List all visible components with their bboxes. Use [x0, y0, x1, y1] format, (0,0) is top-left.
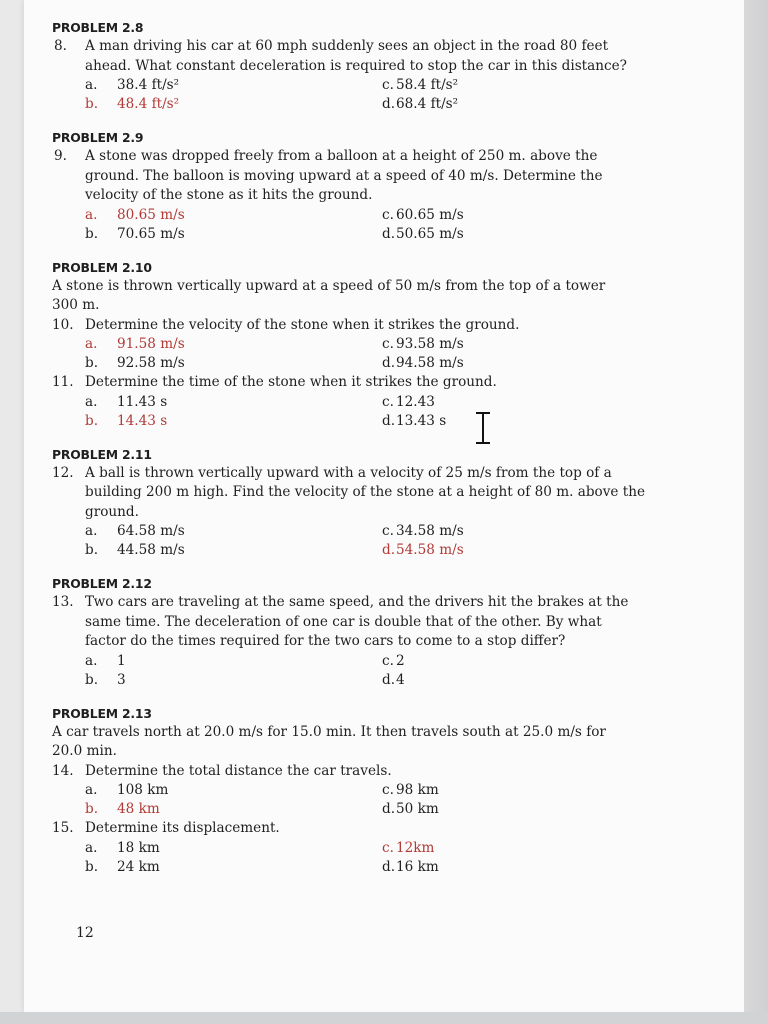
question-number: 9. [54, 148, 67, 164]
choice-row [52, 206, 662, 225]
problem-title: PROBLEM 2.8 [52, 20, 144, 35]
choice-row [52, 522, 662, 541]
choice-letter: b. [85, 412, 99, 429]
question-text-line: Determine its displacement. [85, 820, 280, 836]
choice-letter: a. [85, 393, 98, 410]
choice-text: 12km [396, 839, 435, 856]
answer-choice [85, 671, 126, 691]
choice-row [52, 225, 662, 244]
choice-text: 94.58 m/s [396, 355, 464, 371]
choice-text: 50.65 m/s [396, 225, 464, 242]
choice-text: 1 [117, 652, 126, 669]
answer-choice [85, 522, 185, 542]
problem-title: PROBLEM 2.11 [52, 446, 152, 462]
page-number: 12 [76, 925, 94, 941]
problem-title: PROBLEM 2.13 [52, 705, 152, 721]
text-cursor-icon [470, 411, 496, 445]
choice-text: 108 km [117, 782, 169, 798]
choice-letter: c. [382, 77, 394, 93]
choice-text: 12.43 [396, 393, 435, 410]
choice-row [52, 839, 662, 858]
page-edge-shadow [744, 0, 768, 1024]
choice-text: 98 km [396, 782, 439, 798]
question-text-line: building 200 m high. Find the velocity of the stone at a height of 80 m. above the [85, 484, 646, 500]
choice-letter: b. [85, 858, 99, 875]
answer-choice [382, 671, 405, 691]
choice-text: 48.4 ft/s² [117, 96, 180, 112]
choice-letter: c. [382, 393, 394, 410]
choice-letter: d. [382, 412, 396, 429]
answer-choice [382, 393, 435, 413]
answer-choice [382, 800, 439, 820]
choice-text: 18 km [117, 839, 160, 856]
problem-intro-line: A stone is thrown vertically upward at a speed of 50 m/s from the top of a tower [52, 277, 606, 294]
choice-text: 68.4 ft/s² [396, 96, 459, 112]
question [52, 762, 662, 782]
answer-choice [85, 541, 185, 561]
answer-choice [382, 522, 464, 542]
problem-intro-line: A car travels north at 20.0 m/s for 15.0 min. It then travels south at 25.0 m/s for [52, 723, 606, 740]
choice-text: 11.43 s [117, 393, 168, 410]
question-text-line: ground. [85, 503, 139, 520]
choice-letter: b. [85, 96, 99, 112]
question-text-line: Determine the total distance the car travels. [85, 762, 392, 779]
answer-choice [382, 652, 405, 672]
choice-row [52, 671, 662, 690]
page-bottom-shadow [0, 1012, 768, 1024]
answer-choice [85, 858, 160, 878]
choice-letter: d. [382, 671, 396, 688]
choice-letter: b. [85, 542, 99, 558]
question-text-line: A stone was dropped freely from a balloon at a height of 250 m. above the [85, 148, 598, 164]
answer-choice [85, 354, 185, 374]
choice-text: 80.65 m/s [117, 206, 185, 223]
choice-letter: b. [85, 801, 99, 817]
question [52, 316, 662, 336]
choice-text: 4 [396, 671, 405, 688]
choice-letter: c. [382, 652, 394, 669]
answer-choice [85, 412, 167, 432]
choice-row [52, 858, 662, 877]
problem-list [52, 18, 662, 877]
question [52, 37, 662, 76]
choice-text: 14.43 s [117, 412, 168, 429]
choice-text: 13.43 s [396, 412, 447, 429]
choice-text: 50 km [396, 801, 439, 817]
question-text-line: Two cars are traveling at the same speed, and the drivers hit the brakes at the [85, 594, 629, 610]
problem-title: PROBLEM 2.9 [52, 130, 144, 145]
choice-text: 44.58 m/s [117, 542, 185, 558]
choice-letter: c. [382, 782, 394, 798]
question [52, 819, 662, 839]
answer-choice [85, 206, 185, 226]
question-text-line: velocity of the stone as it hits the ground. [85, 187, 373, 203]
question-number: 14. [52, 762, 74, 779]
answer-choice [382, 225, 464, 245]
answer-choice [85, 76, 179, 96]
choice-letter: c. [382, 523, 394, 539]
problem-intro-line: 20.0 min. [52, 743, 117, 759]
answer-choice [382, 781, 439, 801]
choice-row [52, 354, 662, 373]
problem-intro-line: 300 m. [52, 297, 100, 313]
problem-title: PROBLEM 2.12 [52, 576, 152, 591]
choice-text: 3 [117, 671, 126, 688]
question-text-line: ahead. What constant deceleration is required to stop the car in this distance? [85, 57, 627, 74]
choice-row [52, 541, 662, 560]
choice-text: 34.58 m/s [396, 523, 464, 539]
question-number: 8. [54, 38, 67, 54]
choice-row [52, 412, 662, 431]
choice-text: 91.58 m/s [117, 336, 185, 352]
choice-letter: d. [382, 858, 396, 875]
choice-text: 93.58 m/s [396, 336, 464, 352]
answer-choice [382, 76, 458, 96]
choice-letter: b. [85, 355, 99, 371]
choice-letter: a. [85, 523, 98, 539]
choice-letter: a. [85, 652, 98, 669]
choice-row [52, 95, 662, 114]
choice-letter: d. [382, 225, 396, 242]
choice-row [52, 393, 662, 412]
answer-choice [382, 335, 464, 355]
answer-choice [85, 781, 168, 801]
answer-choice [85, 225, 185, 245]
choice-letter: a. [85, 77, 98, 93]
choice-letter: b. [85, 671, 99, 688]
answer-choice [382, 858, 439, 878]
choice-text: 38.4 ft/s² [117, 77, 180, 93]
answer-choice [382, 354, 464, 374]
question-text-line: factor do the times required for the two cars to come to a stop differ? [85, 633, 566, 649]
answer-choice [85, 800, 160, 820]
question [52, 373, 662, 393]
choice-text: 58.4 ft/s² [396, 77, 459, 93]
choice-letter: c. [382, 336, 394, 352]
answer-choice [382, 412, 446, 432]
choice-row [52, 652, 662, 671]
answer-choice [85, 393, 167, 413]
choice-text: 64.58 m/s [117, 523, 185, 539]
choice-letter: c. [382, 206, 394, 223]
question-number: 12. [52, 464, 74, 481]
question [52, 147, 662, 206]
choice-letter: a. [85, 336, 98, 352]
answer-choice [382, 95, 458, 115]
problem-title: PROBLEM 2.10 [52, 259, 152, 275]
question-number: 13. [52, 594, 74, 610]
choice-letter: b. [85, 225, 99, 242]
choice-letter: a. [85, 839, 98, 856]
question-text-line: Determine the velocity of the stone when it strikes the ground. [85, 316, 520, 333]
question [52, 593, 662, 652]
question-text-line: A man driving his car at 60 mph suddenly sees an object in the road 80 feet [85, 38, 609, 54]
choice-letter: d. [382, 355, 396, 371]
choice-row [52, 335, 662, 354]
choice-text: 2 [396, 652, 405, 669]
answer-choice [85, 839, 160, 859]
question-text-line: ground. The balloon is moving upward at a speed of 40 m/s. Determine the [85, 167, 603, 184]
question-number: 10. [52, 316, 74, 333]
choice-letter: a. [85, 206, 98, 223]
choice-letter: c. [382, 839, 394, 856]
answer-choice [85, 95, 179, 115]
choice-text: 92.58 m/s [117, 355, 185, 371]
choice-row [52, 781, 662, 800]
answer-choice [382, 839, 434, 859]
choice-text: 60.65 m/s [396, 206, 464, 223]
choice-letter: d. [382, 801, 396, 817]
choice-row [52, 800, 662, 819]
choice-text: 16 km [396, 858, 439, 875]
answer-choice [382, 541, 464, 561]
choice-text: 48 km [117, 801, 160, 817]
choice-text: 70.65 m/s [117, 225, 185, 242]
choice-letter: d. [382, 542, 396, 558]
question-text-line: A ball is thrown vertically upward with a velocity of 25 m/s from the top of a [85, 464, 612, 481]
choice-row [52, 76, 662, 95]
choice-letter: a. [85, 782, 98, 798]
answer-choice [85, 335, 185, 355]
question-number: 15. [52, 820, 74, 836]
question-text-line: Determine the time of the stone when it strikes the ground. [85, 374, 497, 390]
question-text-line: same time. The deceleration of one car is double that of the other. By what [85, 613, 602, 630]
question [52, 464, 662, 523]
answer-choice [382, 206, 464, 226]
choice-letter: d. [382, 96, 396, 112]
choice-text: 24 km [117, 858, 160, 875]
answer-choice [85, 652, 126, 672]
choice-text: 54.58 m/s [396, 542, 464, 558]
question-number: 11. [52, 374, 74, 390]
